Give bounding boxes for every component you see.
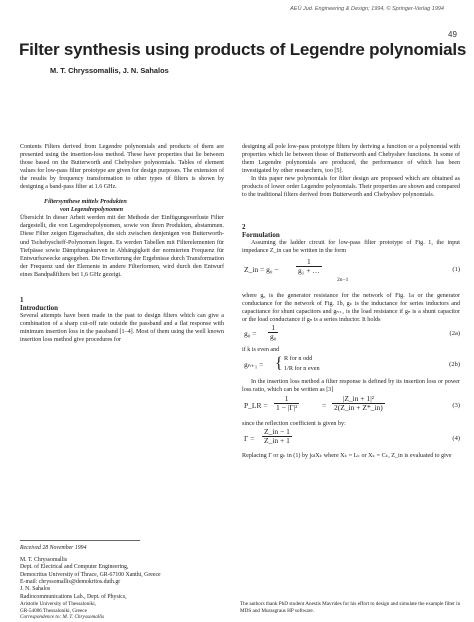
equation-3 (242, 394, 460, 420)
section-1-title: Introduction (20, 303, 58, 312)
equation-4 (242, 428, 460, 452)
eq2a-numerator: 1 (268, 324, 278, 333)
running-head: AEÜ Jud. Engineering & Design; 1994, © Springer-Verlag 1994 (290, 6, 444, 12)
eq1-lhs: Z_in = g₀ − (244, 264, 279, 274)
address-1-line3: E-mail: chryssomallis@demokritos.duth.gr (20, 579, 121, 586)
eq4-denominator: Z_in + 1 (264, 435, 290, 445)
introduction-text: Several attempts have been made in the past to design filters which can give a combination of a sharp cut-off rate outside the passband and a flat response with minimum insertion loss in the passband [1–4]. Most of them using the well known insertion loss method give procedures for (20, 312, 224, 343)
right-paragraph-5: if k is even and (242, 346, 280, 353)
eq1-number: (1) (452, 265, 460, 273)
eq3-equals: = (322, 400, 327, 410)
address-2-name: J. N. Sahalos (20, 586, 51, 592)
eq4-numerator: Z_in − 1 (264, 426, 290, 436)
contents-abstract: Contents Filters derived from Legendre polynomials and products of them are presented using the insertion-loss method. These have properties that lie between those based on the Butterworth and Chebyshev polynomials. Tables of element values for low-pass filter prototype are given for design purposes. The extension of the results by frequency transformation to other types of filters is shown by designing a band-pass filter at 1.6 GHz. (20, 144, 224, 191)
eq2a-lhs: g₀ = (244, 328, 257, 338)
eq4-number: (4) (452, 434, 460, 442)
footnotes-2 (20, 586, 224, 601)
address-1-line2: Democritus University of Thrace, GR-67100 Xanthi, Greece (20, 571, 161, 578)
paper-title: Filter synthesis using products of Legendre polynomials (19, 40, 467, 59)
acknowledgement-text: The authors thank PhD student Anestis Mavrides for his effort to design and simulate the example filter in MDS and Murasgraus HP software. (240, 601, 461, 614)
eq1-denominator: g₁ + … (298, 265, 320, 275)
section-2-title: Formulation (242, 231, 280, 240)
footnote-rule (20, 540, 140, 541)
eq3-number: (3) (452, 401, 460, 409)
eq3-lhs: P_LR = (244, 400, 268, 410)
address-2-line1: Radiocommunications Lab., Dept. of Physics, (20, 593, 127, 600)
german-title-line1: Filtersynthese mittels Produkten (44, 198, 127, 206)
correspondence: Correspondence to: M. T. Chryssomallis (20, 614, 105, 620)
footnotes (20, 545, 224, 587)
authors: M. T. Chryssomallis, J. N. Sahalos (50, 66, 169, 75)
right-paragraph-2: In this paper new polynomials for filter design are proposed which are obtained as products of lower order Legendre polynomials. Their properties are shown and compared to the traditional filters derived from Butterworth and Chebyshev polynomials. (242, 176, 460, 199)
eq2a-denominator: g₀ (270, 331, 277, 341)
address-2-line2: Aristotle University of Thessaloniki, (20, 601, 96, 607)
eq3-denominator-1: 1 − |Γ|² (276, 402, 298, 412)
eq4-fraction (262, 428, 292, 445)
address-1-name: M. T. Chryssomallis (20, 556, 68, 563)
right-paragraph-6: In the insertion loss method a filter response is defined by its insertion loss or power loss ratio, which can be written as [3] (242, 378, 460, 393)
eq2b-brace: { (275, 354, 283, 372)
footnotes-3 (20, 601, 224, 621)
section-2-number: 2 (242, 223, 246, 232)
equation-1 (242, 256, 460, 292)
eq3-denominator-2: 2(Z_in + Z*_in) (334, 402, 383, 412)
right-paragraph-8: Replacing Γ or gₖ in (1) by jωXₖ where Xₖ = Lₖ or Xₖ = Cₖ, Z_in is evaluated to give (242, 452, 452, 459)
right-paragraph-1: designing all pole low-pass prototype filters by deriving a function or a polynomial with properties which lie between those of Butterworth and Chebyshev functions. In some of them Legendre polynomials are produced, the performance of which has been investigated by other researchers, too [5]. (242, 144, 460, 175)
eq2b-lhs: gₙ₊₁ = (244, 359, 264, 369)
eq1-fraction (296, 258, 322, 275)
eq1-tail: 2n−1 (337, 276, 349, 283)
equation-2b (242, 354, 460, 378)
formulation-text: Assuming the ladder circuit for low-pass filter prototype of Fig. 1, the input impedance Z_in can be written in the form (242, 240, 460, 255)
eq2a-number: (2a) (449, 329, 460, 337)
address-2-line3: GR-54006 Thessaloniki, Greece (20, 607, 87, 614)
eq1-numerator: 1 (296, 258, 322, 267)
acknowledgement (240, 601, 462, 614)
eq3-fraction-1 (274, 395, 299, 412)
address-1-line1: Dept. of Electrical and Computer Engineering, (20, 564, 129, 571)
eq2b-case2: 1/R for n even (284, 364, 320, 372)
left-column (20, 143, 224, 344)
page-number: 49 (448, 30, 457, 39)
right-paragraph-7: since the reflection coefficient is given by: (242, 420, 346, 427)
equation-2a (242, 324, 460, 346)
right-paragraph-4: where g₀ is the generator resistance for the network of Fig. 1a or the generator conductance for the network of Fig. 1b, gₖ is the inductance for series inductors and capacitance for shunt capacitors and gₙ₊₁ is the load resistance if gₙ is a shunt capacitor or the load conductance if gₙ is a series inductor. It holds (242, 292, 460, 323)
right-column (242, 143, 460, 460)
eq2a-fraction (268, 324, 278, 341)
received-date: Received 28 November 1994 (20, 545, 87, 551)
german-title-line2: von Legendrepolynomen (60, 206, 124, 214)
eq4-lhs: Γ = (244, 433, 255, 443)
eq3-fraction-2 (332, 395, 385, 412)
german-abstract: Übersicht In dieser Arbeit werden mit der Methode der Einfügungsverluste Filter dargestellt, die von Legendrepolynomen, sowie von ihren Produkten, abstammen. Diese Filter zeigen Eigenschaften, die sich zwischen denjenigen von Butterworth- und Tschebyscheff-Polynomen liegen. Es werden Tabellen mit Filterelementen für Tiefpässe sowie Dämpfungskurven in Abhängigkeit der normierten Frequenz für Entwurfszwecke angegeben. Die Erweiterung der Ergebnisse durch Transformation der Frequenz und der Elemente in andere Filterformen, wird durch den Entwurf eines Bandpaßfilters bei 1,6 GHz gezeigt. (20, 215, 224, 278)
eq2b-case1: R for n odd (284, 354, 313, 362)
eq2b-number: (2b) (449, 360, 460, 368)
eq3-numerator-1: 1 (274, 395, 299, 404)
eq3-numerator-2: |Z_in + 1|² (332, 395, 385, 404)
section-1-number: 1 (20, 295, 24, 304)
